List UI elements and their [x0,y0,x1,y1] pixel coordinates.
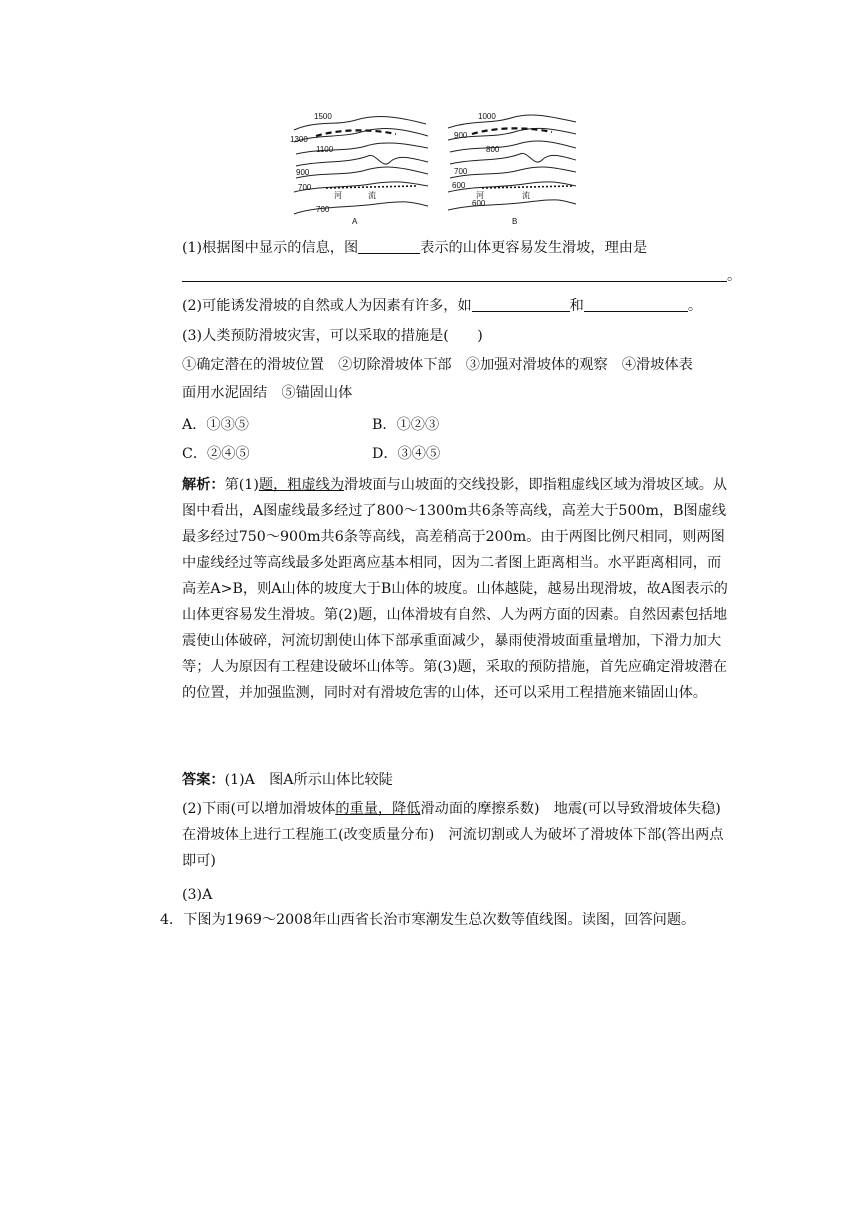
answer-1-text: (1)A 图A所示山体比较陡 [224,772,393,788]
contour-label-b-3: 800 [486,145,500,154]
q2-blank-1[interactable] [472,297,570,312]
q1-blank-reason[interactable] [182,267,727,282]
answer-2 [182,796,734,874]
answer-2-part-2: 滑动面的摩擦系数) 地震(可以导致滑坡体失稳) 在滑坡体上进行工程施工(改变质量分布) 河流切割或人为破坏了滑坡体下部(答出两点即可) [182,801,736,869]
question-1-line-2 [182,266,742,286]
question-3-stem: (3)人类预防滑坡灾害，可以采取的措施是( ) [182,328,483,344]
analysis-paragraph [182,472,734,706]
question-3-options-row-1 [182,415,742,435]
option-b[interactable]: B．①②③ [372,417,440,433]
analysis-part-1: 第(1) [224,477,259,493]
contour-label-b-2: 900 [454,131,468,140]
answer-1 [182,770,742,790]
q2-end: 。 [687,298,703,314]
q2-prefix: (2)可能诱发滑坡的自然或人为因素有许多，如 [182,298,472,314]
river-char-a-1: 河 [334,191,342,200]
contour-label-b-5: 600 [452,181,466,190]
answer-2-underlined: 的重量，降低 [335,801,421,817]
contour-label-a-1: 1500 [314,112,332,121]
river-char-a-2: 流 [368,191,376,200]
river-char-b-2: 流 [522,191,530,200]
option-d[interactable]: D．③④⑤ [372,446,441,462]
question-3-items-1: ①确定潜在的滑坡位置 ②切除滑坡体下部 ③加强对滑坡体的观察 ④滑坡体表 [182,357,693,373]
q1-blank-figure[interactable] [358,239,420,254]
contour-label-a-2: 1300 [290,135,308,144]
question-2 [182,296,742,316]
question-1-line-1 [182,238,742,258]
contour-maps [286,108,576,226]
q1-suffix: 表示的山体更容易发生滑坡，理由是 [420,240,648,256]
analysis-underlined: 题，粗虚线为 [258,477,345,493]
river-char-b-1: 河 [476,191,484,200]
question-3-items-2: 面用水泥固结 ⑤锚固山体 [182,385,353,401]
contour-label-a-4: 900 [296,168,310,177]
question-4: 4．下图为1969～2008年山西省长治市寒潮发生总次数等值线图。读图，回答问题。 [160,912,696,928]
answer-label: 答案： [182,772,225,788]
map-label-b: B [512,217,518,226]
q1-end: 。 [727,268,742,284]
q2-blank-2[interactable] [584,297,688,312]
analysis-part-2: 滑坡面与山坡面的交线投影，即指粗虚线区域为滑坡区域。从图中看出，A图虚线最多经过了800～1300m共6条等高线，高差大于500m，B图虚线最多经过750～900m共6条等高线，高差稍高于200m。由于两图比例尺相同，则两图中虚线经过等高线最多处距离应基本相同，因为二者图上距离相当。水平距离相同，而高差A>B，则A山体的坡度大于B山体的坡度。山体越陡，越易出现滑坡，故A图表示的山体更容易发生滑坡。第(2)题，山体滑坡有自然、人为两方面的因素。自然因素包括地震使山体破碎，河流切割使山体下部承重面减少，暴雨使滑坡面重量增加，下滑力加大等；人为原因有工程建设破坏山体等。第(3)题，采取的预防措施，首先应确定滑坡潜在的位置，并加强监测，同时对有滑坡危害的山体，还可以采用工程措施来锚固山体。 [182,477,728,701]
q1-prefix: (1)根据图中显示的信息，图 [182,240,359,256]
map-label-a: A [352,217,358,226]
answer-2-part-1: (2)下雨(可以增加滑坡体 [182,801,336,817]
contour-label-a-6: 700 [316,205,330,214]
option-a[interactable]: A．①③⑤ [182,417,249,433]
contour-label-b-6: 600 [472,199,486,208]
contour-label-b-4: 700 [454,167,468,176]
answer-3: (3)A [182,887,213,903]
analysis-label: 解析： [182,477,225,493]
contour-label-b-1: 1000 [478,112,496,121]
contour-label-a-3: 1100 [316,145,334,154]
contour-figure [286,108,576,226]
question-3-options-row-2 [182,444,742,464]
q2-mid: 和 [569,298,584,314]
contour-label-a-5: 700 [298,183,312,192]
option-c[interactable]: C．②④⑤ [182,446,250,462]
